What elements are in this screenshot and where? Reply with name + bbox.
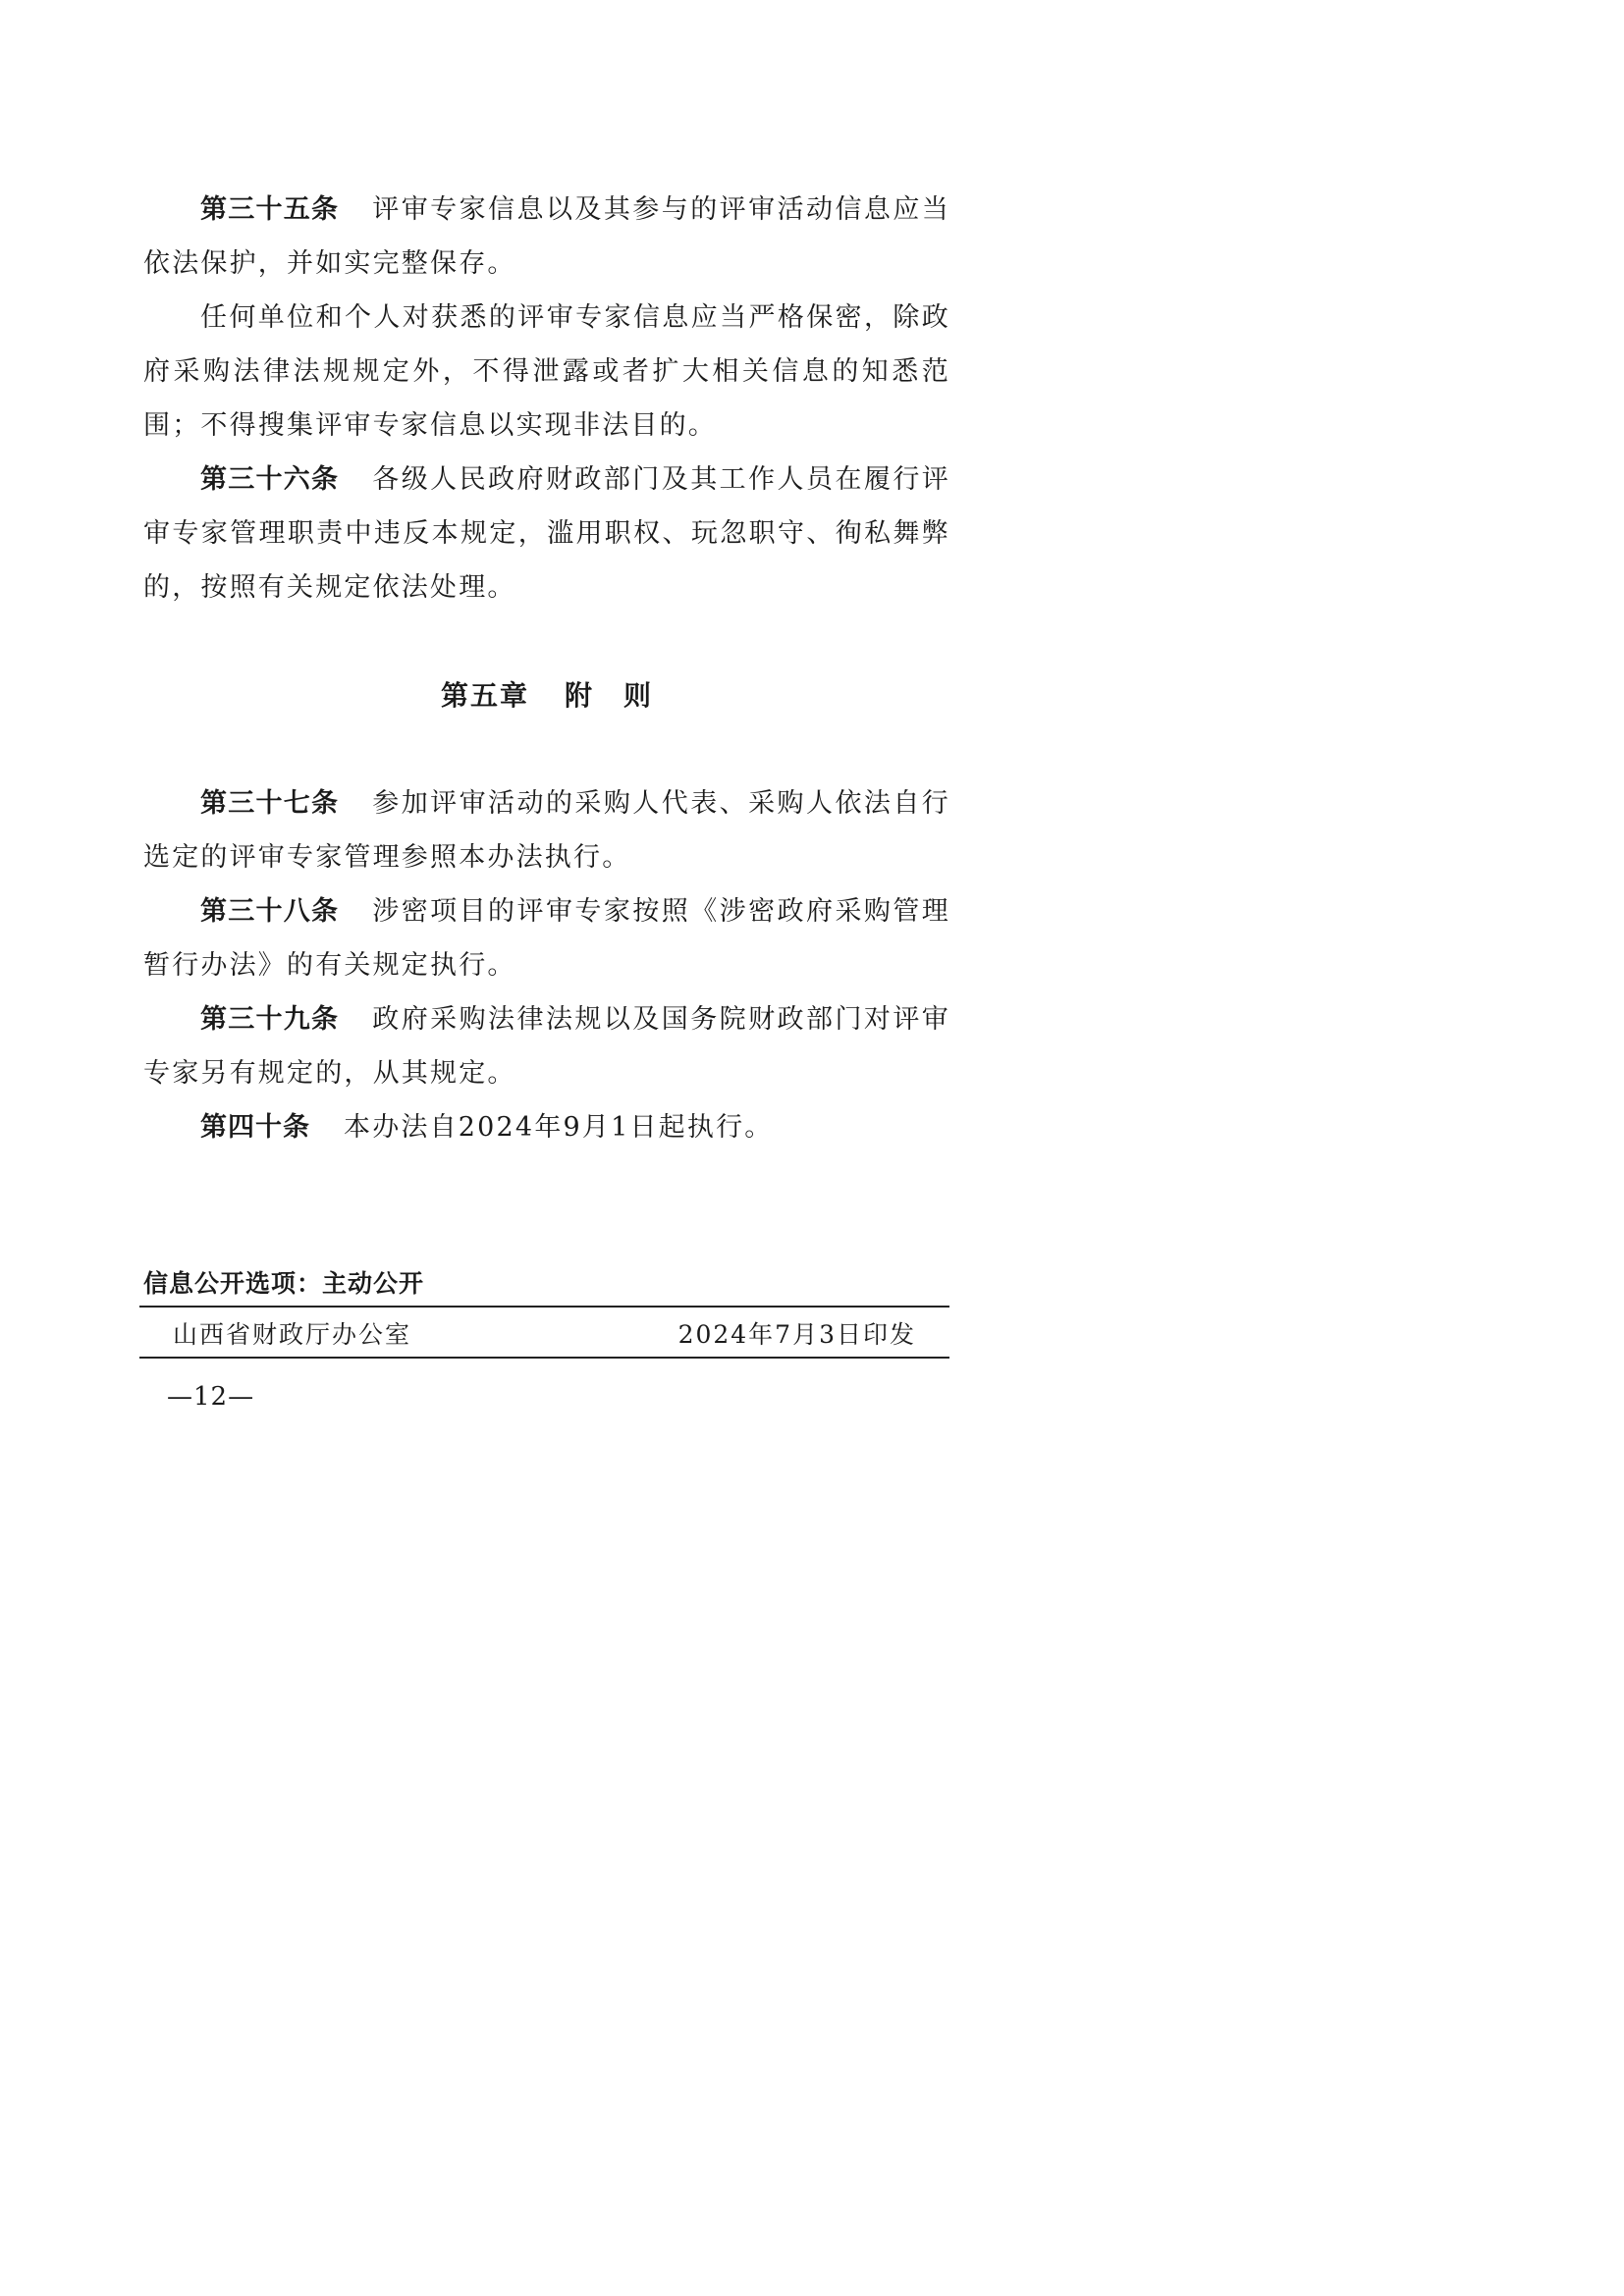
article-text: 政府采购法律法规以及国务院财政部门对评审专家另有规定的，从其规定。 <box>143 1004 950 1089</box>
article-label: 第三十七条 <box>200 788 340 819</box>
article-label: 第三十五条 <box>200 194 340 225</box>
disclosure-option: 信息公开选项：主动公开 <box>143 1269 425 1298</box>
document-page <box>0 0 1083 1531</box>
article-label: 第三十九条 <box>200 1004 340 1035</box>
article-label: 第四十条 <box>200 1112 310 1143</box>
article-35 <box>143 183 950 291</box>
article-text: 本办法自2024年9月1日起执行。 <box>344 1112 774 1143</box>
page-number: —12— <box>167 1382 255 1412</box>
document-body <box>143 183 950 1154</box>
article-38 <box>143 884 950 992</box>
chapter-heading <box>143 614 950 776</box>
article-36 <box>143 453 950 614</box>
chapter-title-part-1: 附 <box>564 679 594 712</box>
article-text: 参加评审活动的采购人代表、采购人依法自行选定的评审专家管理参照本办法执行。 <box>143 788 950 873</box>
article-39 <box>143 992 950 1100</box>
issue-date: 2024年7月3日印发 <box>677 1320 916 1349</box>
chapter-title-part-2: 则 <box>623 679 654 712</box>
article-text: 各级人民政府财政部门及其工作人员在履行评审专家管理职责中违反本规定，滥用职权、玩忽职守、徇私舞弊的，按照有关规定依法处理。 <box>143 464 950 603</box>
article-text: 任何单位和个人对获悉的评审专家信息应当严格保密，除政府采购法律法规规定外，不得泄露或者扩大相关信息的知悉范围；不得搜集评审专家信息以实现非法目的。 <box>143 302 950 441</box>
article-37 <box>143 776 950 884</box>
article-text: 评审专家信息以及其参与的评审活动信息应当依法保护，并如实完整保存。 <box>143 194 950 279</box>
footer-rule-top <box>139 1306 949 1308</box>
chapter-number: 第五章 <box>440 679 529 712</box>
article-label: 第三十八条 <box>200 896 340 927</box>
article-text: 涉密项目的评审专家按照《涉密政府采购管理暂行办法》的有关规定执行。 <box>143 896 950 981</box>
issuing-office: 山西省财政厅办公室 <box>173 1320 412 1349</box>
footer-rule-bottom <box>139 1357 949 1359</box>
article-40 <box>143 1100 950 1154</box>
article-label: 第三十六条 <box>200 464 340 495</box>
article-35-paragraph-2 <box>143 291 950 453</box>
